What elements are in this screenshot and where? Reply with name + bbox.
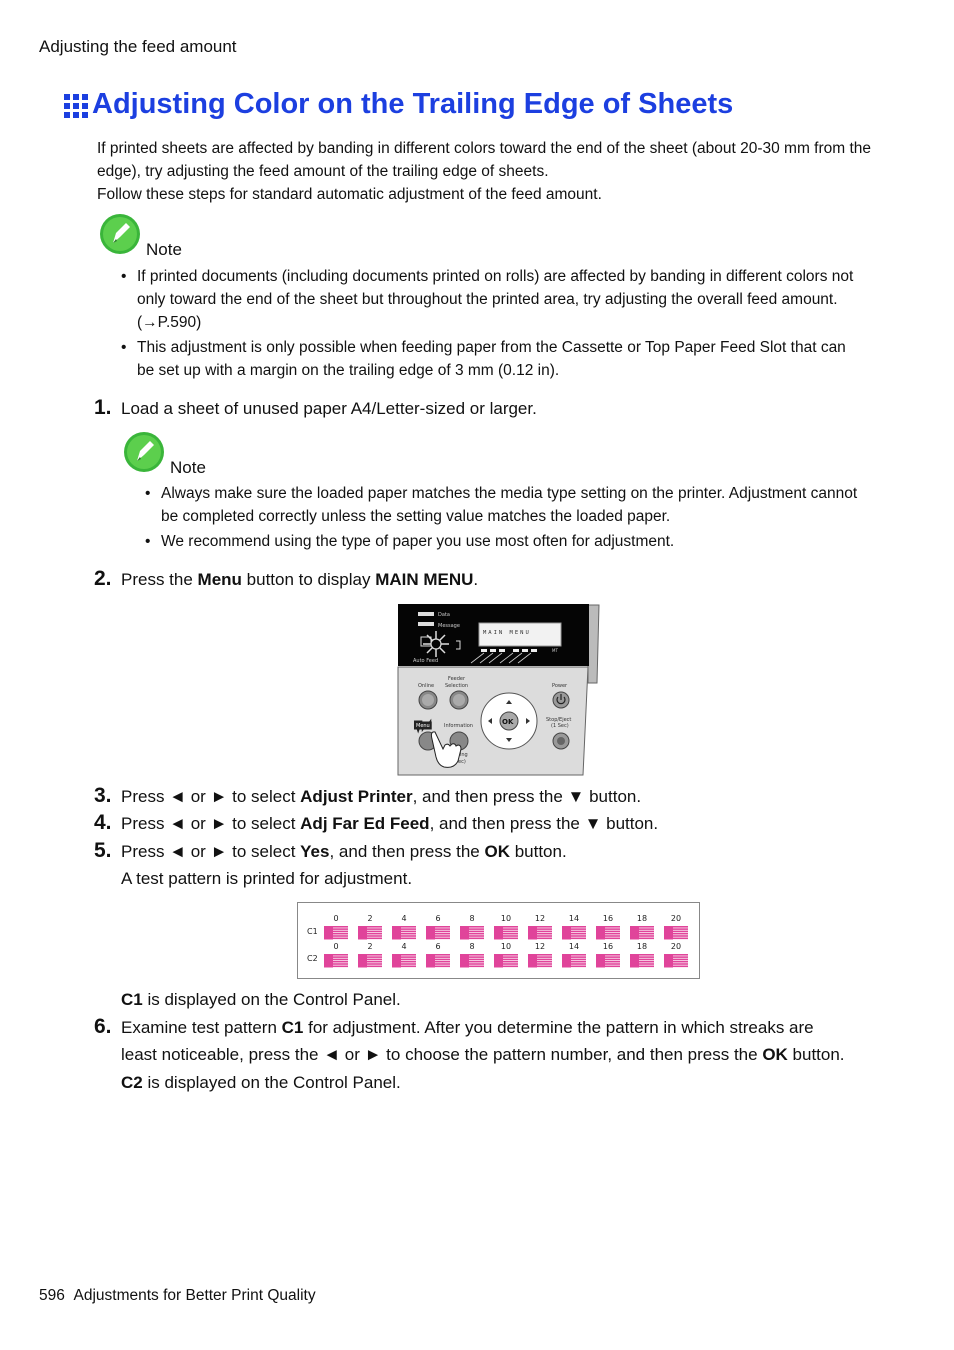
stop-eject-sub-label: (1 Sec): [551, 723, 569, 729]
pattern-number: 12: [534, 942, 546, 951]
pattern-row-label: C2: [307, 954, 318, 963]
step-text: Press ◄ or ► to select Adjust Printer, and then press the ▼ button.: [121, 787, 642, 806]
pattern-number: 2: [367, 914, 373, 923]
test-pattern-illustration: [297, 902, 700, 979]
pattern-number: 8: [469, 942, 475, 951]
pattern-number: 10: [500, 914, 512, 923]
grid-icon: [64, 94, 88, 118]
pattern-number: 18: [636, 914, 648, 923]
step-number: 1.: [94, 396, 112, 419]
pattern-number: 14: [568, 942, 580, 951]
step-subtext: C1 is displayed on the Control Panel.: [121, 990, 401, 1009]
note-list: [121, 265, 866, 384]
step-text: Press ◄ or ► to select Adj Far Ed Feed, and then press the ▼ button.: [121, 814, 659, 833]
step-text: least noticeable, press the ◄ or ► to choose the pattern number, and then press the OK button.: [121, 1045, 845, 1064]
pattern-number: 14: [568, 914, 580, 923]
step-text: Load a sheet of unused paper A4/Letter-sized or larger.: [121, 399, 537, 418]
pattern-number: 4: [401, 942, 407, 951]
lcd-text: MAIN MENU: [483, 630, 531, 636]
footer-section: Adjustments for Better Print Quality: [73, 1287, 316, 1304]
lcd-mt-label: MT: [552, 648, 558, 653]
step-subtext: C2 is displayed on the Control Panel.: [121, 1073, 401, 1092]
pattern-number: 8: [469, 914, 475, 923]
pattern-number: 20: [670, 914, 682, 923]
note-label: Note: [170, 458, 206, 477]
note-item: • Always make sure the loaded paper matches the media type setting on the printer. Adjustment cannot be completed correctly unless the setting value matches the loaded paper.: [145, 482, 865, 528]
pattern-number: 16: [602, 914, 614, 923]
pattern-number: 18: [636, 942, 648, 951]
pattern-number: 0: [333, 942, 339, 951]
partial-label: ec): [458, 759, 466, 765]
step-text: Examine test pattern C1 for adjustment. After you determine the pattern in which streaks are: [121, 1018, 814, 1037]
step-text: Press the Menu button to display MAIN MENU.: [121, 570, 479, 589]
auto-feed-label: Auto Feed: [413, 658, 439, 664]
note-list: [145, 482, 865, 555]
intro-paragraph: If printed sheets are affected by banding in different colors toward the end of the sheet (about 20-30 mm from the edge), try adjusting the feed amount of the trailing edge of sheets.: [97, 140, 872, 180]
power-label: Power: [552, 683, 568, 689]
note-pencil-icon: [99, 213, 141, 255]
pattern-number: 6: [435, 914, 441, 923]
running-header: Adjusting the feed amount: [39, 37, 237, 56]
pattern-number: 6: [435, 942, 441, 951]
pattern-number: 10: [500, 942, 512, 951]
pattern-number: 0: [333, 914, 339, 923]
selection-label: Selection: [445, 683, 469, 689]
menu-label: Menu: [416, 723, 430, 729]
intro-text: [97, 137, 897, 206]
lamp-data-label: Data: [438, 612, 450, 618]
ok-button-label: OK: [502, 718, 514, 726]
step-number: 5.: [94, 839, 112, 862]
online-label: Online: [418, 683, 435, 689]
note-item: • We recommend using the type of paper you use most often for adjustment.: [145, 530, 865, 553]
step-number: 6.: [94, 1015, 112, 1038]
partial-label: ing: [460, 752, 468, 758]
page-number: 596: [39, 1287, 65, 1304]
note-item: • This adjustment is only possible when feeding paper from the Cassette or Top Paper Feed Slot that can be set up with a margin on the trailing edge of 3 mm (0.12 in).: [121, 336, 866, 382]
note-label: Note: [146, 240, 182, 259]
note-item: • If printed documents (including documents printed on rolls) are affected by banding in different colors not only toward the end of the sheet but throughout the printed area, try adjusting the overall feed amount. (→P.590): [121, 265, 866, 334]
note-pencil-icon: [123, 431, 165, 473]
pattern-row-label: C1: [307, 927, 318, 936]
step-subtext: A test pattern is printed for adjustment.: [121, 869, 413, 888]
control-panel-illustration: [396, 603, 602, 777]
intro-paragraph: Follow these steps for standard automatic adjustment of the feed amount.: [97, 186, 602, 203]
step-number: 4.: [94, 811, 112, 834]
step-text: Press ◄ or ► to select Yes, and then press the OK button.: [121, 842, 567, 861]
lamp-message-label: Message: [438, 623, 460, 629]
pattern-number: 12: [534, 914, 546, 923]
page-title: Adjusting Color on the Trailing Edge of Sheets: [92, 88, 734, 120]
information-label: Information: [444, 723, 473, 729]
pattern-number: 4: [401, 914, 407, 923]
pattern-number: 16: [602, 942, 614, 951]
feeder-label: Feeder: [448, 676, 466, 682]
page-footer: [39, 1287, 316, 1305]
step-number: 2.: [94, 567, 112, 590]
step-number: 3.: [94, 784, 112, 807]
pattern-number: 20: [670, 942, 682, 951]
stop-eject-label: Stop/Eject: [546, 717, 572, 723]
pattern-number: 2: [367, 942, 373, 951]
